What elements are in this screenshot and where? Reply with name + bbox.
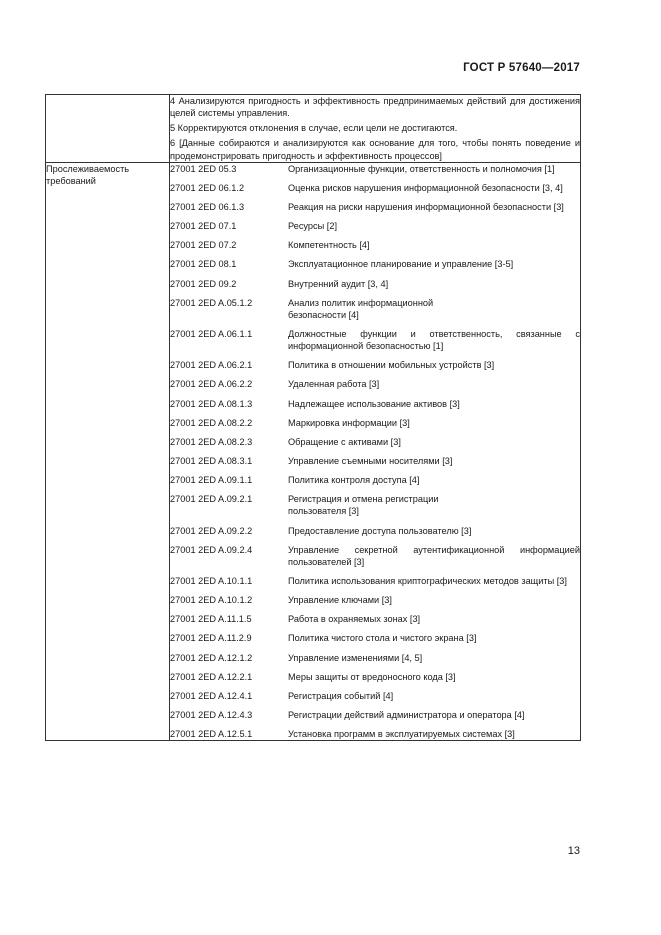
requirement-description: Политика использования криптографических методов защиты [3] [288, 575, 567, 586]
requirement-code: 27001 2ED A.06.2.1 [170, 360, 253, 371]
requirement-row [170, 652, 580, 664]
requirement-code: 27001 2ED 09.2 [170, 278, 237, 289]
requirement-row [170, 398, 580, 410]
requirement-description: Управление секретной аутентификационной информацией пользователей [3] [288, 544, 580, 567]
requirement-code: 27001 2ED A.12.4.1 [170, 690, 253, 701]
requirement-row [170, 436, 580, 448]
requirement-description: Маркировка информации [3] [288, 417, 410, 428]
requirement-description: Политика контроля доступа [4] [288, 475, 420, 486]
requirement-code: 27001 2ED A.09.2.2 [170, 525, 253, 536]
requirement-description: Компетентность [4] [288, 240, 370, 251]
requirement-row [170, 278, 580, 290]
requirement-row [170, 328, 580, 352]
requirement-description: Внутренний аудит [3, 4] [288, 278, 389, 289]
requirement-code: 27001 2ED A.09.2.1 [170, 494, 253, 505]
requirement-description: Управление изменениями [4, 5] [288, 652, 423, 663]
requirement-code: 27001 2ED A.08.2.2 [170, 417, 253, 428]
requirement-row [170, 455, 580, 467]
requirement-code: 27001 2ED A.12.4.3 [170, 709, 253, 720]
requirement-code: 27001 2ED A.12.2.1 [170, 671, 253, 682]
requirements-list [170, 162, 581, 741]
requirement-row [170, 709, 580, 721]
requirements-table [45, 94, 581, 741]
intro-cell [170, 95, 581, 163]
requirement-description: Организационные функции, ответственность и полномочия [1] [288, 163, 555, 174]
requirement-description: Меры защиты от вредоносного кода [3] [288, 671, 456, 682]
requirement-description: Политика в отношении мобильных устройств [3] [288, 360, 495, 371]
requirement-code: 27001 2ED 05.3 [170, 163, 237, 174]
requirement-code: 27001 2ED A.10.1.2 [170, 595, 253, 606]
requirement-code: 27001 2ED A.12.5.1 [170, 729, 253, 740]
requirement-code: 27001 2ED A.10.1.1 [170, 575, 253, 586]
requirement-row [170, 417, 580, 429]
requirement-row [170, 474, 580, 486]
requirement-description: Регистрация и отмена регистрации пользователя [3] [288, 494, 439, 517]
intro-line: 5 Корректируются отклонения в случае, если цели не достигаются. [170, 123, 458, 134]
requirement-row [170, 594, 580, 606]
requirement-row [170, 239, 580, 251]
requirement-description: Предоставление доступа пользователю [3] [288, 525, 472, 536]
requirement-code: 27001 2ED A.08.1.3 [170, 398, 253, 409]
requirement-description: Ресурсы [2] [288, 221, 337, 232]
requirement-code: 27001 2ED 06.1.3 [170, 201, 245, 212]
requirement-description: Реакция на риски нарушения информационной безопасности [3] [288, 201, 564, 212]
requirement-description: Удаленная работа [3] [288, 379, 380, 390]
requirement-code: 27001 2ED A.08.3.1 [170, 455, 253, 466]
requirement-row [170, 258, 580, 270]
requirement-description: Обращение с активами [3] [288, 436, 401, 447]
requirement-description: Должностные функции и ответственность, связанные с информационной безопасностью [1] [288, 328, 580, 352]
requirement-row [170, 575, 580, 587]
requirement-row [170, 182, 580, 194]
requirement-row [170, 671, 580, 683]
requirement-code: 27001 2ED 07.1 [170, 221, 237, 232]
intro-line: 4 Анализируются пригодность и эффективность предпринимаемых действий для достижения целей системы управления. [170, 96, 580, 119]
requirement-row [170, 544, 580, 568]
requirement-description: Установка программ в эксплуатируемых системах [3] [288, 729, 515, 740]
requirement-row [170, 493, 580, 517]
requirement-row [170, 632, 580, 644]
requirement-description: Управление ключами [3] [288, 595, 392, 606]
requirement-description: Оценка рисков нарушения информационной безопасности [3, 4] [288, 182, 563, 193]
requirement-code: 27001 2ED A.09.1.1 [170, 475, 253, 486]
empty-left-cell [46, 95, 170, 163]
requirement-row [170, 359, 580, 371]
section-label: Прослеживаемость требований [46, 162, 170, 741]
requirement-code: 27001 2ED A.05.1.2 [170, 297, 253, 308]
requirement-code: 27001 2ED A.08.2.3 [170, 436, 253, 447]
requirement-row [170, 525, 580, 537]
intro-row [46, 95, 581, 163]
intro-line: 6 [Данные собираются и анализируются как основание для того, чтобы понять поведение и продемонстрировать пригодность и эффективность процессов] [170, 138, 580, 161]
requirement-code: 27001 2ED 06.1.2 [170, 182, 245, 193]
requirement-code: 27001 2ED A.11.2.9 [170, 633, 252, 644]
page-number: 13 [567, 845, 580, 857]
requirement-row [170, 728, 580, 740]
requirement-description: Эксплуатационное планирование и управление [3-5] [288, 259, 514, 270]
requirement-code: 27001 2ED A.09.2.4 [170, 544, 253, 555]
requirement-description: Анализ политик информационной безопасности [4] [288, 297, 434, 320]
requirement-row [170, 613, 580, 625]
requirement-description: Управление съемными носителями [3] [288, 455, 453, 466]
document-standard-header: ГОСТ Р 57640—2017 [463, 62, 580, 74]
requirement-code: 27001 2ED A.06.2.2 [170, 379, 253, 390]
requirement-code: 27001 2ED A.11.1.5 [170, 614, 252, 625]
requirement-row [170, 220, 580, 232]
requirement-row [170, 297, 580, 321]
requirement-row [170, 378, 580, 390]
requirement-row [170, 690, 580, 702]
traceability-row [46, 162, 581, 741]
requirement-row [170, 163, 580, 175]
requirement-code: 27001 2ED 07.2 [170, 240, 237, 251]
requirement-description: Регистрации действий администратора и оператора [4] [288, 709, 525, 720]
requirement-row [170, 201, 580, 213]
requirement-description: Работа в охраняемых зонах [3] [288, 614, 421, 625]
requirement-description: Регистрация событий [4] [288, 690, 394, 701]
requirement-code: 27001 2ED A.12.1.2 [170, 652, 253, 663]
requirement-code: 27001 2ED 08.1 [170, 259, 237, 270]
requirement-code: 27001 2ED A.06.1.1 [170, 328, 253, 339]
requirement-description: Политика чистого стола и чистого экрана [3] [288, 633, 477, 644]
requirement-description: Надлежащее использование активов [3] [288, 398, 460, 409]
